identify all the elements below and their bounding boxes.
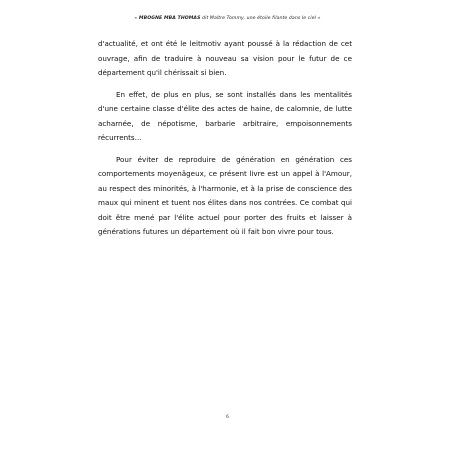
header-rest: dit Maître Tommy, une étoile filante dans le ciel »	[200, 16, 321, 21]
running-header	[0, 16, 455, 21]
paragraph-1	[98, 37, 352, 81]
body-text	[98, 37, 352, 240]
text-line: d'une certaine classe d'élite des actes de haine, de calomnie, de lutte	[98, 104, 352, 113]
header-author: MBOGNE MBA THOMAS	[138, 16, 201, 21]
page-number: 6	[226, 415, 229, 420]
text-line: En effet, de plus en plus, se sont installés dans les mentalités	[116, 89, 352, 99]
text-line: d'actualité, et ont été le leitmotiv ayant poussé à la rédaction de cet	[98, 39, 352, 48]
text-line: comportements moyenâgeux, ce présent livre est un appel à l'Amour,	[98, 169, 352, 178]
text-line: ouvrage, afin de traduire à nouveau sa vision pour le futur de ce	[98, 53, 352, 63]
text-line: récurrents…	[98, 133, 142, 142]
paragraph-gap	[98, 81, 352, 88]
text-line: doit être mené par l'élite actuel pour porter des fruits et laisser à	[98, 212, 352, 222]
paragraph-3	[98, 153, 352, 240]
text-line: au respect des minorités, à l'harmonie, et à la prise de conscience des	[98, 183, 352, 193]
text-line: générations futures un département où il fait bon vivre pour tous.	[98, 227, 334, 236]
paragraph-gap	[98, 146, 352, 153]
header-prefix: «	[134, 16, 139, 21]
text-line: Pour éviter de reproduire de génération en génération ces	[116, 154, 352, 164]
text-line: acharnée, de népotisme, barbarie arbitraire, empoisonnements	[98, 118, 352, 128]
text-line: département qu'il chérissait si bien.	[98, 68, 227, 77]
text-line: maux qui minent et tuent nos élites dans nos contrées. Ce combat qui	[98, 198, 352, 207]
paragraph-2	[98, 88, 352, 146]
